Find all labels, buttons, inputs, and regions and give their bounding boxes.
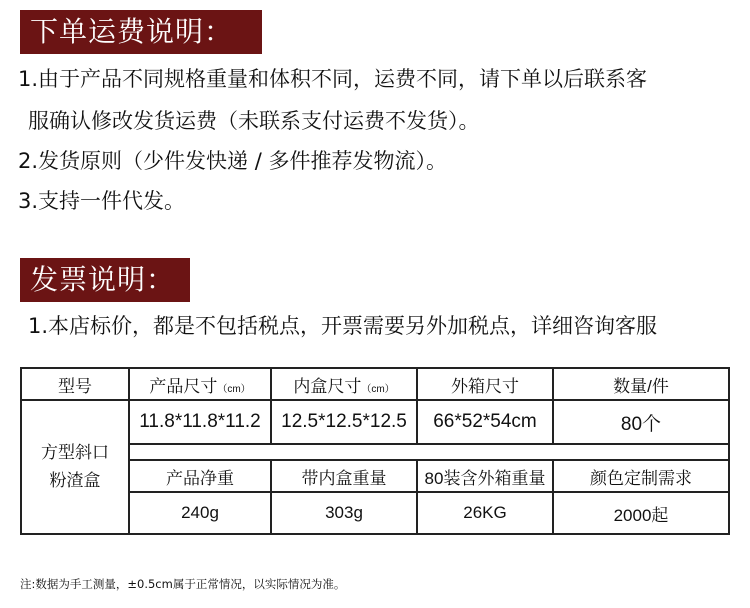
header-inner-box-size-label: 内盒尺寸: [293, 376, 362, 396]
custom-color-value: 2000起: [553, 492, 729, 534]
product-spec-table: [20, 367, 730, 535]
header-custom-color: 颜色定制需求: [553, 460, 729, 492]
table-spacer-cell: [129, 444, 729, 460]
header-with-inner-box-weight: 带内盒重量: [271, 460, 417, 492]
header-inner-box-size: [271, 368, 417, 400]
header-qty-per-box: 数量/件: [553, 368, 729, 400]
header-product-size: [129, 368, 271, 400]
header-inner-box-size-unit: （cm）: [361, 383, 395, 395]
table-header-row: [21, 368, 729, 400]
model-name-line-2: 粉渣盒: [49, 471, 101, 490]
invoice-rule-1: 1.本店标价，都是不包括税点，开票需要另外加税点，详细咨询客服: [28, 314, 658, 338]
invoice-heading: 发票说明：: [20, 258, 190, 302]
inner-box-size-value: 12.5*12.5*12.5: [271, 400, 417, 444]
shipping-rule-3: 3.支持一件代发。: [18, 189, 186, 213]
shipping-rule-1: 1.由于产品不同规格重量和体积不同，运费不同，请下单以后联系客: [18, 67, 648, 91]
header-outer-box-size: 外箱尺寸: [417, 368, 553, 400]
product-size-value: 11.8*11.8*11.2: [129, 400, 271, 444]
model-name-cell: [21, 400, 129, 534]
shipping-rule-2: 2.发货原则（少件发快递 / 多件推荐发物流）。: [18, 149, 447, 173]
table-row: [21, 400, 729, 444]
qty-per-box-value: 80个: [553, 400, 729, 444]
header-product-size-label: 产品尺寸: [149, 376, 218, 396]
shipping-heading: 下单运费说明：: [20, 10, 262, 54]
header-net-weight: 产品净重: [129, 460, 271, 492]
net-weight-value: 240g: [129, 492, 271, 534]
with-inner-box-weight-value: 303g: [271, 492, 417, 534]
header-outer-box-weight: 80装含外箱重量: [417, 460, 553, 492]
model-name-line-1: 方型斜口: [41, 443, 109, 462]
measurement-note: 注:数据为手工测量，±0.5cm属于正常情况，以实际情况为准。: [20, 577, 346, 591]
outer-box-weight-value: 26KG: [417, 492, 553, 534]
outer-box-size-value: 66*52*54cm: [417, 400, 553, 444]
header-product-size-unit: （cm）: [217, 383, 251, 395]
header-model: 型号: [21, 368, 129, 400]
shipping-rule-1-continued: 服确认修改发货运费（未联系支付运费不发货）。: [28, 109, 480, 133]
